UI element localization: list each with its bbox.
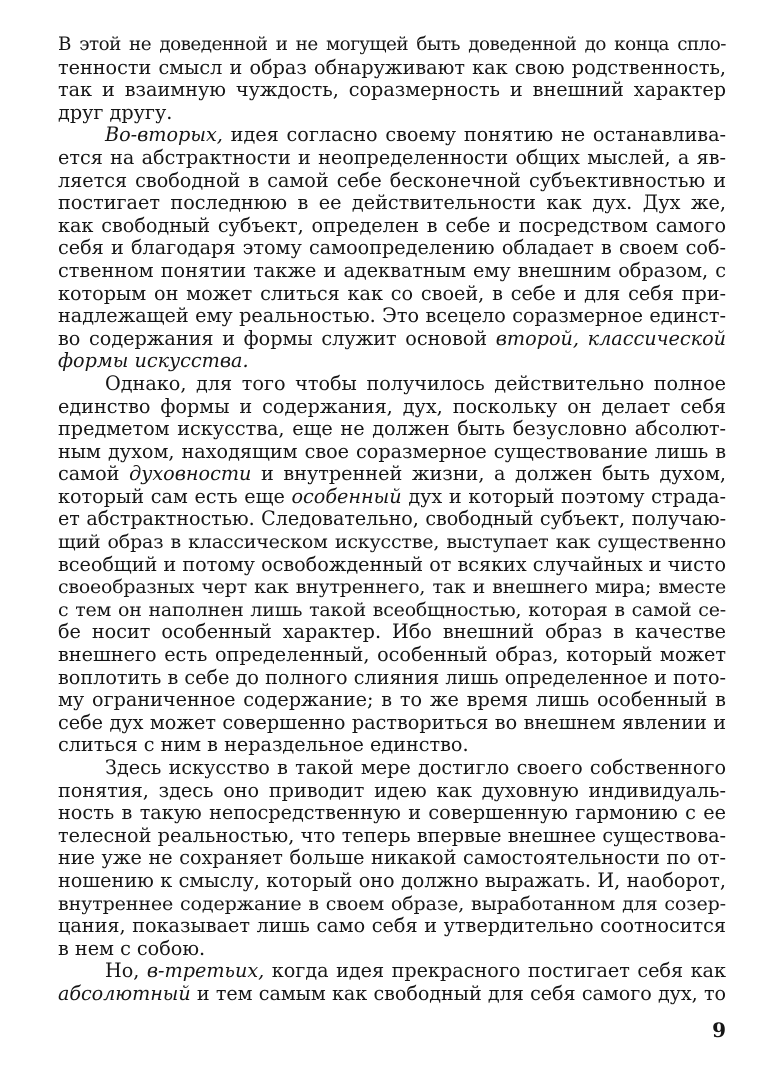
text-run: и внутренней жизни, а должен быть духом, [251, 462, 726, 486]
text-line: друг другу. [58, 100, 173, 124]
text-line: ственном понятии также и адекватным ему внешним образом, с [58, 258, 726, 282]
page-number: 9 [712, 1018, 726, 1042]
text-line: постигает последнюю в ее действительности как дух. Дух же, [58, 191, 726, 215]
text-line: му ограниченное содержание; в то же время лишь особенный в [58, 688, 726, 712]
text-line: слиться с ним в нераздельное единство. [58, 733, 469, 757]
italic-phrase: в-третьих, [146, 959, 265, 983]
italic-phrase: особенный [291, 484, 402, 508]
text-line: как свободный субъект, определен в себе и посредством самого [58, 213, 726, 237]
text-line: надлежащей ему реальностью. Это всецело соразмерное единст- [58, 304, 726, 328]
text-line [58, 328, 726, 351]
text-line: ет абстрактностью. Следовательно, свободный субъект, получаю- [58, 507, 726, 531]
italic-phrase: второй, классической [495, 326, 726, 350]
text-line: ние уже не сохраняет больше никакой самостоятельности по от- [58, 846, 726, 870]
italic-phrase: формы искусства. [58, 349, 249, 373]
text-line [58, 486, 726, 509]
text-run: когда идея прекрасного постигает себя как [264, 959, 726, 983]
text-line [58, 124, 726, 147]
text-line: единство формы и содержания, дух, поскольку он делает себя [58, 394, 726, 418]
text-line: себе дух может совершенно раствориться во внешнем явлении и [58, 710, 726, 734]
text-line: воплотить в себе до полного слияния лишь определенное и пото- [58, 665, 726, 689]
text-line [58, 960, 726, 983]
text-line: ность в такую непосредственную и совершенную гармонию с ее [58, 801, 726, 825]
text-line: себя и благодаря этому самоопределению обладает в своем соб- [58, 236, 726, 260]
text-line [58, 983, 726, 1006]
text-line [58, 350, 726, 373]
text-line: ным духом, находящим свое соразмерное существование лишь в [58, 439, 726, 463]
text-line: ношению к смыслу, который оно должно выражать. И, наоборот, [58, 868, 726, 892]
text-line: с тем он наполнен лишь такой всеобщностью, которая в самой се- [58, 598, 726, 621]
text-line: которым он может слиться как со своей, в себе и для себя при- [58, 281, 726, 305]
text-line: внешнего есть определенный, особенный образ, который может [58, 643, 726, 667]
text-run: идея согласно своему понятию не останавлива- [222, 123, 726, 147]
page-body [58, 34, 726, 1006]
text-line: Здесь искусство в такой мере достигло своего собственного [105, 756, 726, 779]
text-line: понятия, здесь оно приводит идею как духовную индивидуаль- [58, 778, 726, 802]
italic-phrase: Во-вторых, [105, 123, 223, 147]
text-run: который сам есть еще [58, 484, 292, 508]
text-run: Но, [105, 959, 147, 983]
text-run: самой [58, 462, 130, 486]
text-line: всеобщий и потому освобожденный от всяких случайных и чисто [58, 552, 726, 576]
text-line: телесной реальностью, что теперь впервые внешнее существова- [58, 823, 726, 847]
text-run: дух и который поэтому страда- [401, 484, 726, 508]
text-line: так и взаимную чуждость, соразмерность и внешний характер [58, 78, 726, 102]
text-line: в нем с собою. [58, 936, 206, 960]
italic-phrase: духовности [129, 462, 252, 486]
text-line: внутреннее содержание в своем образе, выработанном для созер- [58, 892, 726, 915]
text-line: тенности смысл и образ обнаруживают как свою родственность, [58, 55, 726, 79]
text-line: своеобразных черт как внутреннего, так и внешнего мира; вместе [58, 576, 726, 599]
text-line: щий образ в классическом искусстве, выступает как существенно [58, 531, 726, 554]
text-line [58, 463, 726, 486]
text-line: В этой не доведенной и не могущей быть доведенной до конца спло- [58, 34, 726, 55]
text-line: ется на абстрактности и неопределенности общих мыслей, а яв- [58, 145, 726, 169]
text-line: ляется свободной в самой себе бесконечной субъективностью и [58, 168, 726, 192]
text-line: бе носит особенный характер. Ибо внешний образ в качестве [58, 620, 726, 644]
italic-phrase: абсолютный [58, 981, 191, 1005]
text-line: предметом искусства, еще не должен быть безусловно абсолют- [58, 417, 726, 441]
text-line: Однако, для того чтобы получилось действительно полное [105, 371, 726, 395]
text-run: и тем самым как свободный для себя самого дух, то [190, 981, 726, 1005]
text-line: цания, показывает лишь само себя и утвердительно соотносится [58, 914, 726, 938]
text-run: во содержания и формы служит основой [58, 326, 496, 350]
